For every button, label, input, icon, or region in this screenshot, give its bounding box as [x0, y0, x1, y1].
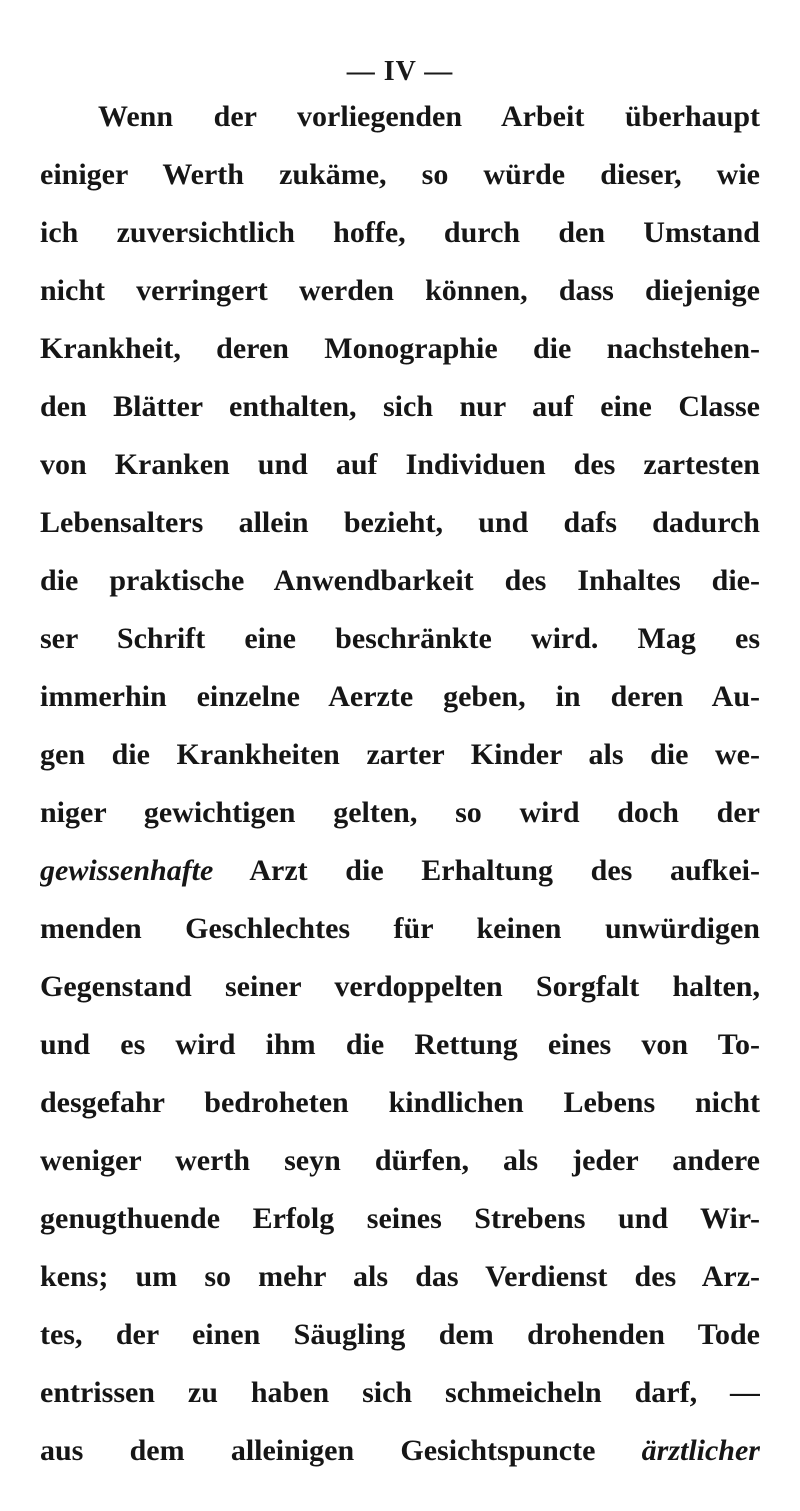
- emphasis-text: ärztlicher: [641, 1434, 760, 1467]
- text-line: ich zuversichtlich hoffe, durch den Umstand: [40, 216, 760, 249]
- text-line: Gegenstand seiner verdoppelten Sorgfalt halten,: [40, 970, 760, 1003]
- text-line: Wenn der vorliegenden Arbeit überhaupt: [98, 100, 760, 133]
- page-number: — IV —: [346, 56, 454, 87]
- text-line: den Blätter enthalten, sich nur auf eine Classe: [40, 390, 760, 423]
- text-line: gen die Krankheiten zarter Kinder als die we-: [40, 738, 760, 771]
- text-line: weniger werth seyn dürfen, als jeder andere: [40, 1144, 760, 1177]
- text-line: entrissen zu haben sich schmeicheln darf, —: [40, 1376, 760, 1409]
- text-line: gewissenhafte Arzt die Erhaltung des aufkei-: [40, 854, 760, 887]
- text-line: Lebensalters allein bezieht, und dafs dadurch: [40, 506, 760, 539]
- text-line: menden Geschlechtes für keinen unwürdigen: [40, 912, 760, 945]
- text-line: tes, der einen Säugling dem drohenden Tode: [40, 1318, 760, 1351]
- text-line: nicht verringert werden können, dass diejenige: [40, 274, 760, 307]
- text-line: aus dem alleinigen Gesichtspuncte ärztlicher: [40, 1434, 760, 1467]
- text-line: kens; um so mehr als das Verdienst des Arz-: [40, 1260, 760, 1293]
- text-line: die praktische Anwendbarkeit des Inhaltes die-: [40, 564, 760, 597]
- text-line: desgefahr bedroheten kindlichen Lebens nicht: [40, 1086, 760, 1119]
- text-line: einiger Werth zukäme, so würde dieser, wie: [40, 158, 760, 191]
- text-line: ser Schrift eine beschränkte wird. Mag es: [40, 622, 760, 655]
- text-line: genugthuende Erfolg seines Strebens und Wir-: [40, 1202, 760, 1235]
- text-line: niger gewichtigen gelten, so wird doch der: [40, 796, 760, 829]
- text-line: von Kranken und auf Individuen des zartesten: [40, 448, 760, 481]
- body-text: [40, 88, 760, 1480]
- text-line: immerhin einzelne Aerzte geben, in deren Au-: [40, 680, 760, 713]
- text-line: Krankheit, deren Monographie die nachstehen-: [40, 332, 760, 365]
- emphasis-text: gewissenhafte: [40, 854, 214, 887]
- text-line: und es wird ihm die Rettung eines von To-: [40, 1028, 760, 1061]
